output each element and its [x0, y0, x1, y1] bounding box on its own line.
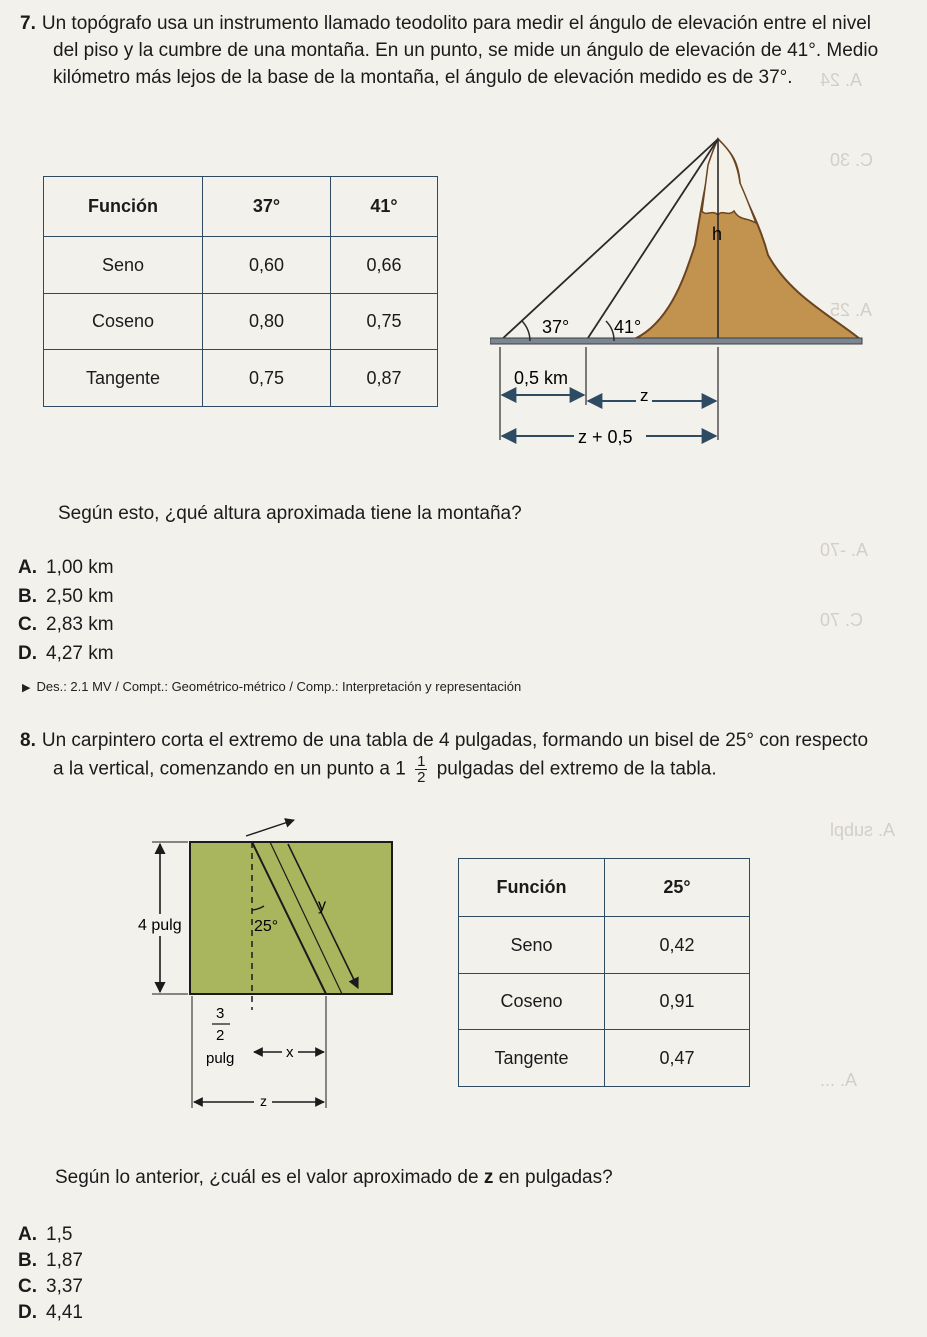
q7-table-header: 41° [331, 177, 438, 237]
label-angle-41: 41° [614, 317, 642, 337]
q8-board-figure [130, 810, 430, 1120]
q7-line3: kilómetro más lejos de la base de la montaña, el ángulo de elevación medido es de 37°. [53, 67, 793, 88]
q7-competence: ▶ Des.: 2.1 MV / Compt.: Geométrico-métrico / Comp.: Interpretación y representación [22, 679, 522, 694]
q7-line2: del piso y la cumbre de una montaña. En un punto, se mide un ángulo de elevación de 41°. Medio [53, 40, 879, 61]
q8-option-c[interactable]: C. 3,37 [18, 1276, 83, 1297]
label-x: x [286, 1044, 294, 1061]
label-frac-2: 2 [216, 1027, 225, 1044]
q8-question: Según lo anterior, ¿cuál es el valor aproximado de z en pulgadas? [55, 1167, 613, 1188]
q8-line1: Un carpintero corta el extremo de una tabla de 4 pulgadas, formando un bisel de 25° con respecto [41, 730, 869, 751]
q8-table-header: 25° [605, 859, 750, 917]
q8-frac-num: 1 [417, 753, 426, 770]
bleed-through-text: A. 24 [820, 70, 863, 90]
q8-table-cell: Coseno [459, 974, 605, 1030]
q8-statement [20, 727, 910, 785]
q7-table-cell: Seno [44, 237, 203, 294]
q8-table-header: Función [459, 859, 605, 917]
q7-table-cell: 0,75 [331, 294, 438, 350]
q8-option-a[interactable]: A. 1,5 [18, 1224, 73, 1245]
label-pulg: pulg [206, 1050, 235, 1067]
q7-statement [20, 10, 910, 91]
q8-line2-b: pulgadas del extremo de la tabla. [436, 758, 717, 780]
q7-table-header: Función [44, 177, 203, 237]
q7-option-a[interactable]: A. 1,00 km [18, 557, 114, 578]
bleed-through-text: C. 30 [830, 150, 874, 170]
q7-mountain-figure [490, 125, 873, 455]
q8-table-cell: 0,42 [605, 917, 750, 974]
q7-table-cell: Tangente [44, 350, 203, 407]
q7-line1: Un topógrafo usa un instrumento llamado teodolito para medir el ángulo de elevación entre el nivel [41, 13, 871, 34]
q7-table-cell: 0,66 [331, 237, 438, 294]
label-z: z [260, 1093, 267, 1109]
q8-table-cell: Seno [459, 917, 605, 974]
q7-option-d[interactable]: D. 4,27 km [18, 643, 114, 664]
q8-fraction [415, 754, 427, 785]
label-0-5-km: 0,5 km [514, 368, 569, 388]
board [190, 842, 392, 994]
q7-question: Según esto, ¿qué altura aproximada tiene la montaña? [58, 503, 522, 524]
q8-frac-den: 2 [417, 769, 426, 786]
bleed-through-text: C. 70 [820, 610, 864, 630]
q8-function-table [458, 858, 750, 1087]
label-y: y [318, 897, 326, 914]
bleed-through-text: A. -70 [820, 540, 869, 560]
q8-option-b[interactable]: B. 1,87 [18, 1250, 83, 1271]
label-frac-3: 3 [216, 1005, 225, 1022]
q8-number: 8. [20, 730, 36, 751]
top-arrow [246, 820, 294, 836]
chevron-right-icon: ▶ [22, 682, 31, 694]
q8-table-cell: 0,91 [605, 974, 750, 1030]
mountain-shape [630, 139, 860, 341]
q7-table-cell: 0,60 [203, 237, 331, 294]
q7-function-table [43, 176, 438, 407]
label-angle-37: 37° [542, 317, 570, 337]
q7-table-cell: Coseno [44, 294, 203, 350]
ground-line [490, 338, 862, 344]
label-h: h [712, 224, 723, 244]
q8-option-d[interactable]: D. 4,41 [18, 1302, 83, 1323]
bleed-through-text: A. 25 [830, 300, 873, 320]
q7-table-header: 37° [203, 177, 331, 237]
bleed-through-text: A. ... [820, 1070, 858, 1090]
q7-number: 7. [20, 13, 36, 34]
q7-option-c[interactable]: C. 2,83 km [18, 614, 114, 635]
q8-table-cell: 0,47 [605, 1030, 750, 1087]
bleed-through-text: A. subpl [830, 820, 896, 840]
label-z-plus-0-5: z + 0,5 [578, 427, 633, 447]
q7-table-cell: 0,75 [203, 350, 331, 407]
q7-table-cell: 0,80 [203, 294, 331, 350]
q7-table-cell: 0,87 [331, 350, 438, 407]
label-z: z [640, 386, 649, 405]
label-angle-25: 25° [254, 918, 279, 935]
label-4-pulg: 4 pulg [138, 917, 182, 934]
q7-option-b[interactable]: B. 2,50 km [18, 586, 114, 607]
q8-table-cell: Tangente [459, 1030, 605, 1087]
q8-line2-a: a la vertical, comenzando en un punto a 1 [53, 758, 406, 780]
